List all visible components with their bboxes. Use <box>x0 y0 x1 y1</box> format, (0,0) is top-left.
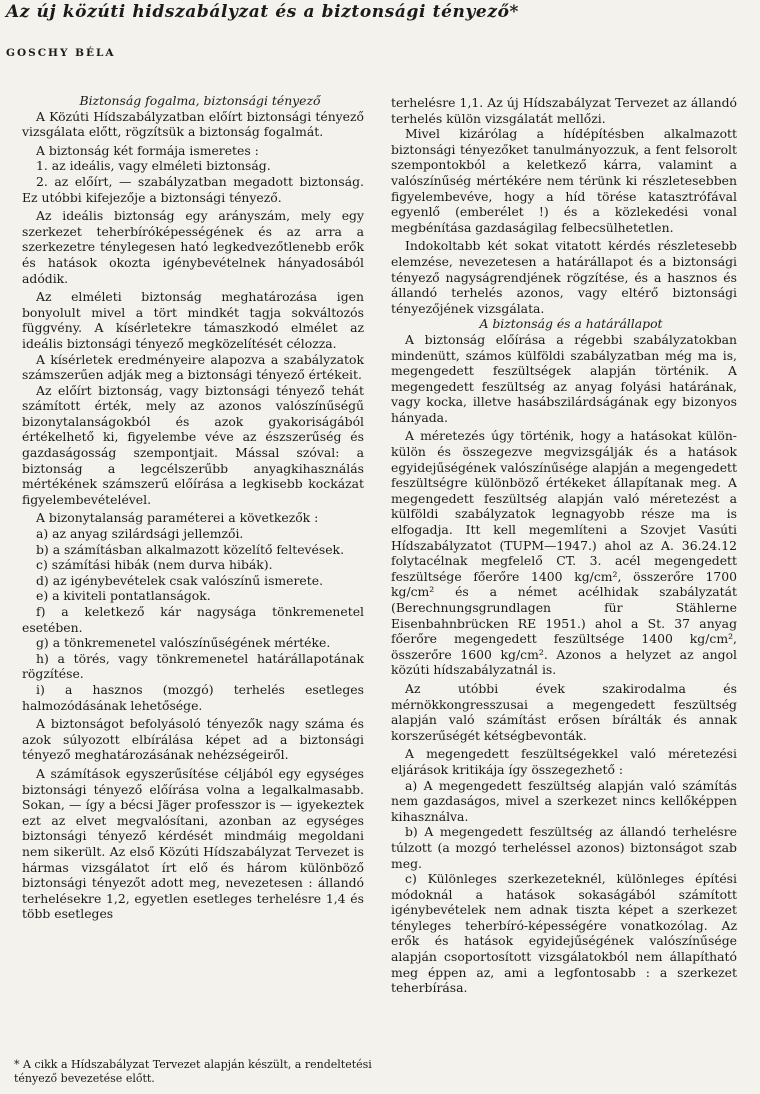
paragraph: Az ideális biztonság egy arányszám, mely egy szerkezet teherbíróképességének és az arra a szerkezetre ténylegesen ható legkedvezőtlenebb erők és hatások okozta igénybevételnek hányadosából adódik. <box>22 208 364 286</box>
paragraph: Az előírt biztonság, vagy biztonsági tényező tehát számított érték, mely az azonos valószínűségű bizonytalanságokból és azok gyakoriságából értékelhető ki, figyelembe véve az észszerűség és gazdaságosság szempontjait. Mással szóval: a biztonság a legcélszerűbb anyagkihasználás mértékének számszerű előírása a legkisebb kockázat figyelembevételével. <box>22 382 364 507</box>
list-item: h) a törés, vagy tönkremenetel határállapotának rögzítése. <box>22 650 364 682</box>
list-item: i) a hasznos (mozgó) terhelés esetleges halmozódásának lehetősége. <box>22 681 364 713</box>
list-item: c) Különleges szerkezeteknél, különleges építési módoknál a hatások sokaságából számított igénybevételek nem adnak tiszta képet a szerkezet tényleges teherbíró-képességére vonatkozólag. Az erők és hatások egyidejűségének valószínűsége alapján csoportosított vizsgálatokból nem állapítható meg éppen az, ami a legfontosabb : a szerkezet teherbírása. <box>391 871 737 996</box>
paragraph: Az elméleti biztonság meghatározása igen bonyolult mivel a tört mindkét tagja sokváltozós függvény. A kísérletekre támaszkodó elmélet az ideális biztonsági tényező megközelítését célozza. <box>22 289 364 351</box>
paragraph: terhelésre 1,1. Az új Hídszabályzat Tervezet az állandó terhelés külön vizsgálatát mellőzi. <box>391 95 737 126</box>
paragraph: A Közúti Hídszabályzatban előírt biztonsági tényező vizsgálata előtt, rögzítsük a biztonság fogalmát. <box>22 108 364 140</box>
list-item: d) az igénybevételek csak valószínű ismerete. <box>36 572 324 588</box>
paragraph: A kísérletek eredményeire alapozva a szabályzatok számszerűen adják meg a biztonsági tényező értékeit. <box>22 351 364 383</box>
paragraph: A biztonság előírása a régebbi szabályzatokban mindenütt, számos külföldi szabályzatban még ma is, megengedett feszültségek alapján történik. A megengedett feszültség az anyag folyási határának, vagy kocka, illetve hasábszilárdságának egy bizonyos hányada. <box>391 331 737 425</box>
list-item: e) a kiviteli pontatlanságok. <box>36 588 211 604</box>
section-heading-safety-concept: Biztonság fogalma, biztonsági tényező <box>79 93 321 108</box>
paragraph: Indokoltabb két sokat vitatott kérdés részletesebb elemzése, nevezetesen a határállapot és a biztonsági tényező nagyságrendjének rögzítése, és a hasznos és állandó terhelés azonos, vagy eltérő biztonsági tényezőjének vizsgálata. <box>391 238 737 316</box>
list-item: 1. az ideális, vagy elméleti biztonság. <box>36 158 271 174</box>
footnote: * A cikk a Hídszabályzat Tervezet alapján készült, a rendeltetési tényező bevezetése előtt. <box>14 1058 372 1085</box>
article-title: Az új közúti hidszabályzat és a biztonsági tényező* <box>6 2 520 22</box>
list-item: c) számítási hibák (nem durva hibák). <box>36 557 273 573</box>
author-name: GOSCHY BÉLA <box>6 47 116 59</box>
paragraph: A biztonság két formája ismeretes : <box>36 142 259 158</box>
list-item: a) az anyag szilárdsági jellemzői. <box>36 526 244 542</box>
left-column <box>22 93 364 922</box>
list-item: a) A megengedett feszültség alapján való számítás nem gazdaságos, mivel a szerkezet nincs kellőképpen kihasználva. <box>391 777 737 824</box>
paragraph: A számítások egyszerűsítése céljából egy egységes biztonsági tényező előírása volna a legalkalmasabb. Sokan, — így a bécsi Jäger professzor is — igyekeztek ezt az elvet megvalósítani, azonban az egységes biztonsági tényező kérdését mindmáig megoldani nem sikerült. Az első Közúti Hídszabályzat Tervezet is hármas vizsgálatot írt elő és három különböző biztonsági tényezőt adott meg, nevezetesen : állandó terhelésekre 1,2, egyetlen esetleges terhelésre 1,4 és több esetleges <box>22 765 364 922</box>
list-item: 2. az előírt, — szabályzatban megadott biztonság. Ez utóbbi kifejezője a biztonsági tényező. <box>22 173 364 205</box>
paragraph: A megengedett feszültségekkel való méretezési eljárások kritikája így összegezhető : <box>391 746 737 777</box>
section-heading-limit-state: A biztonság és a határállapot <box>479 316 663 332</box>
list-item: g) a tönkremenetel valószínűségének mértéke. <box>36 635 331 651</box>
paragraph: Az utóbbi évek szakirodalma és mérnökkongresszusai a megengedett feszültség alapján való számítást erősen bírálták és annak korszerűségét kétségbevonták. <box>391 680 737 743</box>
list-item: b) A megengedett feszültség az állandó terhelésre túlzott (a mozgó terheléssel azonos) biztonságot szab meg. <box>391 824 737 871</box>
paragraph: A bizonytalanság paraméterei a következők : <box>36 510 319 526</box>
paragraph: Mivel kizárólag a hídépítésben alkalmazott biztonsági tényezőket tanulmányozzuk, a fent felsorolt szempontokból a keletkező kárra, valamint a valószínűség mértékére nem térünk ki részletesebben figyelembevéve, hogy a híd törése katasztrófával egyenlő (emberélet !) és a közlekedési vonal megbénítása gazdaságilag felbecsülhetetlen. <box>391 126 737 235</box>
paragraph: A biztonságot befolyásoló tényezők nagy száma és azok súlyozott elbírálása képet ad a biztonsági tényező meghatározásának nehézségeiről. <box>22 716 364 763</box>
list-item: b) a számításban alkalmazott közelítő feltevések. <box>36 541 345 557</box>
paragraph: A méretezés úgy történik, hogy a hatásokat külön-külön és összegezve megvizsgálják és a hatások egyidejűségének valószínűsége alapján a megengedett feszültségre különböző értékeket állapítanak meg. A megengedett feszültség alapján való méretezést a külföldi szabályzatok legnagyobb része ma is elfogadja. Itt kell megemlíteni a Szovjet Vasúti Hídszabályzatot (TUPM—1947.) ahol az A. 36.24.12 folytacélnak megfelelő CT. 3. acél megengedett feszültsége főerőre 1400 kg/cm², összerőre 1700 kg/cm² és a német acélhidak szabályzatát (Berechnungsgrundlagen für Stählerne Eisenbahnbrücken RE 1951.) ahol a St. 37 anyag főerőre megengedett feszültsége 1400 kg/cm², összerőre 1600 kg/cm². Azonos a helyzet az angol közúti hídszabályzatnál is. <box>391 428 737 678</box>
right-column <box>391 95 737 996</box>
list-item: f) a keletkező kár nagysága tönkremenetel esetében. <box>22 604 364 635</box>
